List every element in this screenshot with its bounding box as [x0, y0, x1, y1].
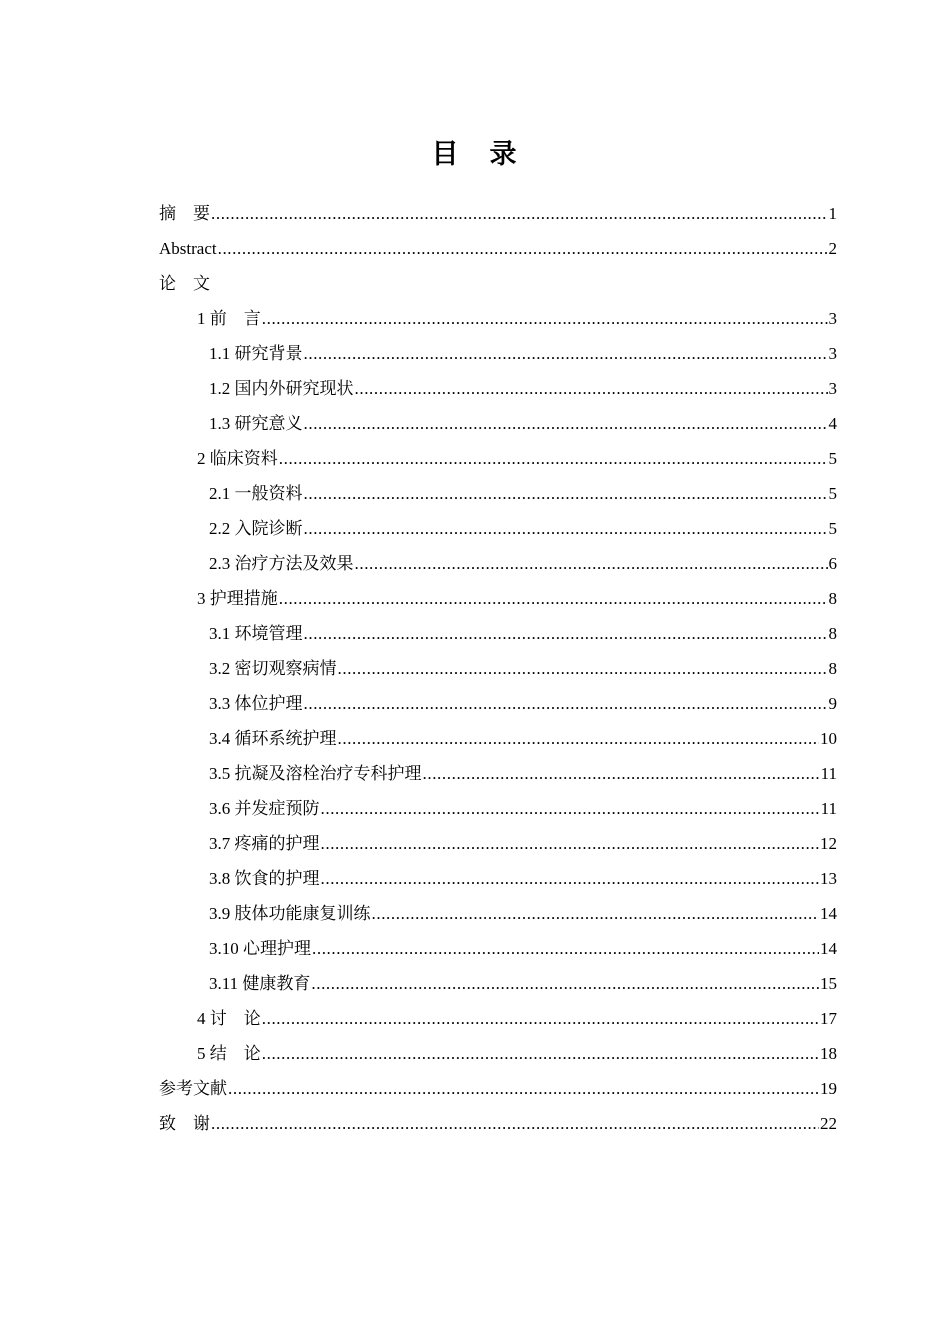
toc-entry-page-number: 5	[828, 519, 837, 538]
toc-dot-leader	[312, 931, 819, 966]
toc-dot-leader	[218, 231, 828, 266]
toc-entry[interactable]	[159, 1001, 837, 1036]
toc-entry-label: 2.2 入院诊断	[209, 519, 303, 538]
toc-entry-page-number: 22	[820, 1114, 837, 1133]
toc-entry[interactable]	[159, 476, 837, 511]
toc-entry[interactable]	[159, 336, 837, 371]
toc-entry-page-number: 3	[828, 309, 837, 328]
toc-dot-leader	[355, 371, 828, 406]
toc-entry-label: 1 前 言	[197, 309, 261, 328]
toc-entry-label: 3.1 环境管理	[209, 624, 303, 643]
toc-entry-label: 3.2 密切观察病情	[209, 659, 337, 678]
toc-entry[interactable]	[159, 1106, 837, 1141]
toc-entry[interactable]	[159, 231, 837, 266]
toc-entry-label: Abstract	[159, 239, 217, 258]
toc-entry-page-number: 14	[820, 904, 837, 923]
toc-entry[interactable]	[159, 616, 837, 651]
toc-entry-page-number: 11	[820, 764, 837, 783]
toc-entry-page-number: 1	[828, 204, 837, 223]
toc-entry-label: 摘 要	[159, 204, 210, 223]
toc-entry-label: 3.8 饮食的护理	[209, 869, 320, 888]
toc-entry-label: 致 谢	[159, 1114, 210, 1133]
toc-dot-leader	[279, 581, 828, 616]
toc-entry-page-number: 4	[828, 414, 837, 433]
toc-entry[interactable]	[159, 266, 837, 301]
toc-entry[interactable]	[159, 196, 837, 231]
page-title: 目 录	[431, 139, 519, 170]
toc-entry-label: 3.7 疼痛的护理	[209, 834, 320, 853]
toc-dot-leader	[321, 791, 820, 826]
toc-entry-page-number: 9	[828, 694, 837, 713]
toc-entry-label: 2 临床资料	[197, 449, 278, 468]
toc-entry-page-number: 17	[820, 1009, 837, 1028]
toc-entry-page-number: 13	[820, 869, 837, 888]
toc-entry[interactable]	[159, 966, 837, 1001]
toc-entry-page-number: 5	[828, 449, 837, 468]
toc-entry-page-number: 12	[820, 834, 837, 853]
toc-dot-leader	[338, 651, 828, 686]
toc-entry-page-number: 3	[828, 344, 837, 363]
toc-entry-label: 3.10 心理护理	[209, 939, 311, 958]
toc-dot-leader	[321, 826, 820, 861]
toc-entry[interactable]	[159, 1036, 837, 1071]
toc-dot-leader	[262, 301, 828, 336]
toc-entry-page-number: 15	[820, 974, 837, 993]
toc-dot-leader	[372, 896, 820, 931]
toc-entry[interactable]	[159, 686, 837, 721]
toc-entry[interactable]	[159, 546, 837, 581]
toc-dot-leader	[304, 476, 828, 511]
toc-entry[interactable]	[159, 301, 837, 336]
toc-dot-leader	[304, 511, 828, 546]
toc-dot-leader	[311, 966, 819, 1001]
toc-dot-leader	[228, 1071, 819, 1106]
toc-entry[interactable]	[159, 721, 837, 756]
toc-entry-page-number: 5	[828, 484, 837, 503]
toc-dot-leader	[211, 1106, 819, 1141]
toc-entry-label: 1.2 国内外研究现状	[209, 379, 354, 398]
toc-dot-leader	[304, 616, 828, 651]
toc-entry-label: 4 讨 论	[197, 1009, 261, 1028]
toc-entry-label: 3.11 健康教育	[209, 974, 311, 993]
toc-entry-page-number: 3	[828, 379, 837, 398]
toc-entry[interactable]	[159, 791, 837, 826]
toc-entry-label: 3.3 体位护理	[209, 694, 303, 713]
toc-entry[interactable]	[159, 371, 837, 406]
toc-entry-label: 3.4 循环系统护理	[209, 729, 337, 748]
toc-entry-page-number: 8	[828, 624, 837, 643]
toc-entry-label: 3.9 肢体功能康复训练	[209, 904, 371, 923]
toc-entry-page-number: 11	[820, 799, 837, 818]
toc-entry[interactable]	[159, 931, 837, 966]
toc-entry-label: 1.1 研究背景	[209, 344, 303, 363]
toc-entry[interactable]	[159, 581, 837, 616]
toc-dot-leader	[304, 686, 828, 721]
toc-entry-page-number: 2	[828, 239, 837, 258]
toc-dot-leader	[338, 721, 820, 756]
toc-entry-page-number: 19	[820, 1079, 837, 1098]
toc-entry-label: 3.6 并发症预防	[209, 799, 320, 818]
toc-entry-page-number: 6	[828, 554, 837, 573]
toc-dot-leader	[423, 756, 820, 791]
toc-dot-leader	[321, 861, 820, 896]
toc-entry-page-number: 8	[828, 659, 837, 678]
toc-entry[interactable]	[159, 651, 837, 686]
toc-entry-page-number: 18	[820, 1044, 837, 1063]
toc-entry-page-number: 14	[820, 939, 837, 958]
toc-entry-page-number: 8	[828, 589, 837, 608]
toc-entry[interactable]	[159, 756, 837, 791]
toc-entry[interactable]	[159, 441, 837, 476]
toc-entry[interactable]	[159, 861, 837, 896]
toc-entry-label: 参考文献	[159, 1079, 227, 1098]
table-of-contents	[159, 196, 837, 1141]
toc-dot-leader	[262, 1036, 819, 1071]
toc-entry-label: 2.3 治疗方法及效果	[209, 554, 354, 573]
toc-entry-label: 论 文	[159, 274, 210, 293]
toc-entry[interactable]	[159, 826, 837, 861]
toc-entry-label: 5 结 论	[197, 1044, 261, 1063]
toc-entry[interactable]	[159, 511, 837, 546]
toc-dot-leader	[304, 336, 828, 371]
toc-entry-label: 3 护理措施	[197, 589, 278, 608]
toc-entry-label: 1.3 研究意义	[209, 414, 303, 433]
toc-entry-label: 3.5 抗凝及溶栓治疗专科护理	[209, 764, 422, 783]
toc-dot-leader	[262, 1001, 819, 1036]
toc-entry[interactable]	[159, 896, 837, 931]
toc-entry-label: 2.1 一般资料	[209, 484, 303, 503]
toc-entry-page-number: 10	[820, 729, 837, 748]
toc-dot-leader	[304, 406, 828, 441]
toc-dot-leader	[211, 196, 828, 231]
toc-dot-leader	[279, 441, 828, 476]
toc-entry[interactable]	[159, 406, 837, 441]
toc-entry[interactable]	[159, 1071, 837, 1106]
toc-dot-leader	[355, 546, 828, 581]
